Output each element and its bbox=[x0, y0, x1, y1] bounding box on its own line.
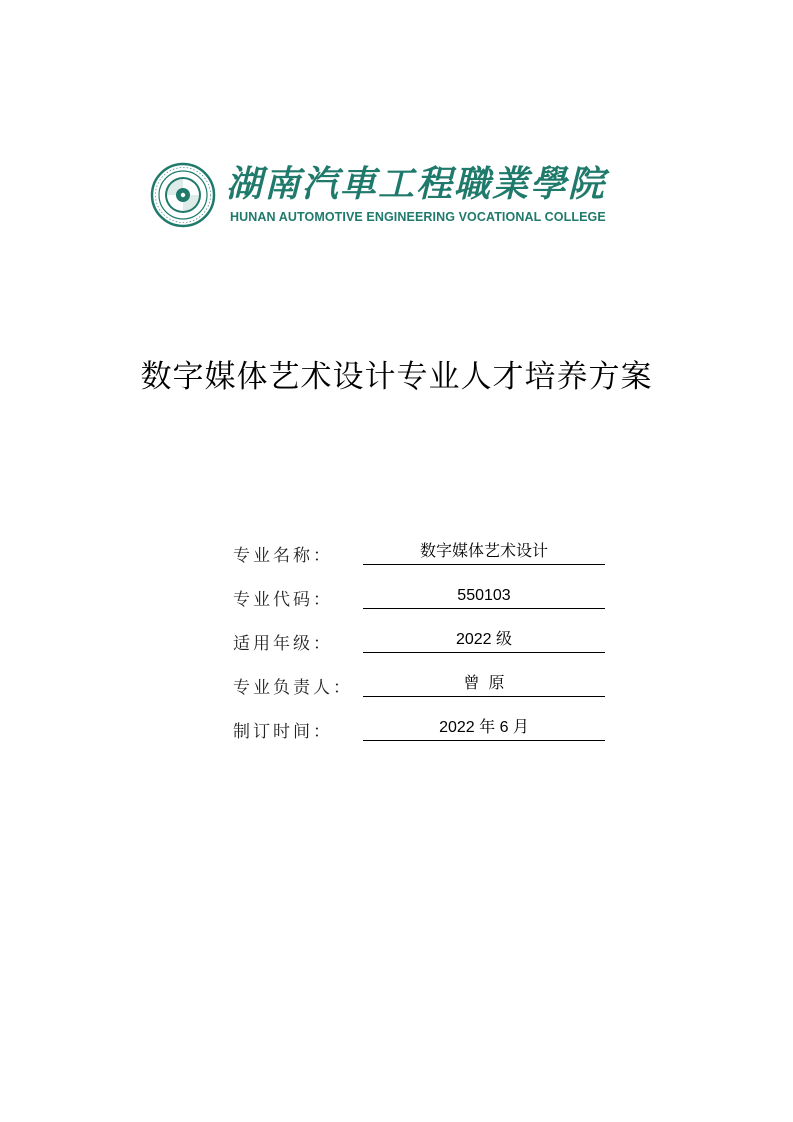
major-name-label: 专业名称： bbox=[233, 546, 333, 566]
info-row-major-name bbox=[233, 538, 605, 582]
college-name-cn: 湖南汽車工程職業學院 bbox=[226, 163, 607, 205]
major-name-value: 数字媒体艺术设计 bbox=[363, 540, 605, 565]
major-code-value: 550103 bbox=[363, 584, 605, 609]
leader-label: 专业负责人： bbox=[233, 678, 353, 698]
college-header-logo bbox=[150, 160, 607, 232]
major-code-label: 专业代码： bbox=[233, 590, 333, 610]
date-value: 2022 年 6 月 bbox=[363, 716, 605, 741]
college-emblem-icon bbox=[150, 162, 216, 228]
document-title: 数字媒体艺术设计专业人才培养方案 bbox=[140, 359, 653, 395]
info-row-date bbox=[233, 714, 605, 758]
grade-value: 2022 级 bbox=[363, 628, 605, 653]
date-label: 制订时间： bbox=[233, 722, 333, 742]
college-name-en: HUNAN AUTOMOTIVE ENGINEERING VOCATIONAL COLLEGE bbox=[230, 210, 606, 224]
document-info-table bbox=[233, 538, 605, 758]
leader-value: 曾 原 bbox=[363, 672, 605, 697]
info-row-leader bbox=[233, 670, 605, 714]
grade-label: 适用年级： bbox=[233, 634, 333, 654]
info-row-grade bbox=[233, 626, 605, 670]
info-row-major-code bbox=[233, 582, 605, 626]
